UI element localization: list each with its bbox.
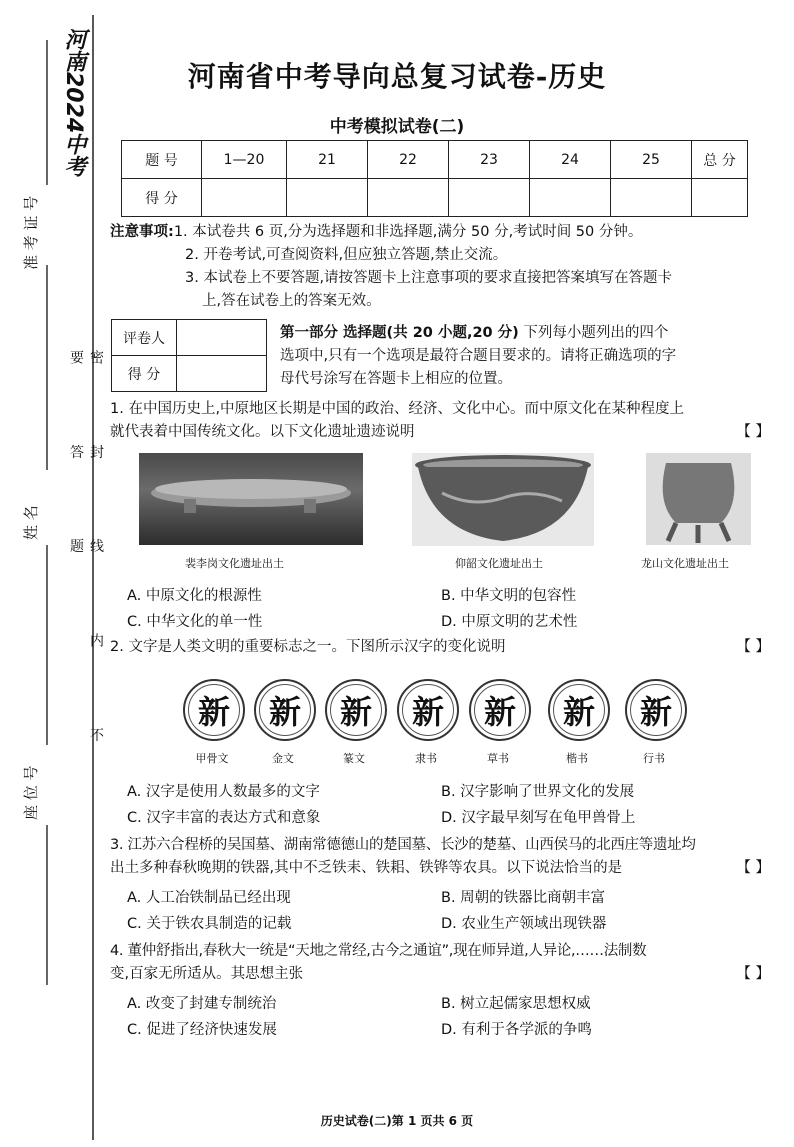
reviewer-label: 评卷人 [112, 320, 177, 356]
option-b: B. 中华文明的包容性 [441, 588, 577, 604]
script-seal-oracle [183, 679, 245, 741]
tripod-vessel-icon [646, 453, 751, 545]
script-caption: 隶书 [415, 752, 437, 765]
grader-box [111, 319, 267, 392]
option-c: C. 促进了经济快速发展 [127, 1022, 277, 1038]
score-cell: 24 [530, 141, 611, 179]
score-table-score-row [122, 179, 748, 217]
score-blank [530, 179, 611, 217]
photo-caption: 龙山文化遗址出土 [641, 557, 729, 570]
glyph: 新 [188, 684, 240, 736]
exam-number-label: 准 考 证 号 [22, 195, 40, 270]
question-4 [110, 940, 770, 986]
script-seal-bronze [254, 679, 316, 741]
score-table-header-row [122, 141, 748, 179]
seat-number-label: 座 位 号 [22, 765, 40, 820]
answer-bracket: 【 】 [736, 966, 770, 982]
grader-blank [177, 320, 267, 356]
score-blank [202, 179, 287, 217]
side-exam-tag: 河南2024中考 [61, 28, 86, 178]
note-item: 3. 本试卷上不要答题,请按答题卡上注意事项的要求直接把答案填写在答题卡 [185, 270, 673, 286]
script-seal-cursive [469, 679, 531, 741]
note-item: 上,答在试卷上的答案无效。 [202, 293, 381, 309]
script-seal-seal [325, 679, 387, 741]
yangshao-artifact-image [412, 453, 594, 546]
glyph: 新 [553, 684, 605, 736]
option-c: C. 汉字丰富的表达方式和意象 [127, 810, 321, 826]
question-text: 变,百家无所适从。其思想主张 [110, 966, 304, 982]
question-text: 就代表着中国传统文化。以下文化遗址遗迹说明 [110, 424, 415, 440]
script-caption: 金文 [272, 752, 294, 765]
score-cell: 22 [368, 141, 449, 179]
score-cell: 总 分 [692, 141, 748, 179]
score-cell: 1—20 [202, 141, 287, 179]
option-a: A. 中原文化的根源性 [127, 588, 262, 604]
option-d: D. 农业生产领域出现铁器 [441, 916, 607, 932]
question-2 [110, 636, 770, 659]
score-blank [287, 179, 368, 217]
option-c: C. 关于铁农具制造的记载 [127, 916, 292, 932]
pottery-basin-icon [412, 453, 594, 546]
notes-label: 注意事项: [110, 224, 174, 240]
peiligang-artifact-image [139, 453, 363, 545]
exam-notes [110, 221, 770, 313]
script-seal-regular [548, 679, 610, 741]
part1-heading: 第一部分 选择题(共 20 小题,20 分) [280, 325, 519, 341]
script-caption: 楷书 [566, 752, 588, 765]
script-seal-running [625, 679, 687, 741]
question-text-line [110, 636, 770, 659]
question-text: 4. 董仲舒指出,春秋大一统是“天地之常经,古今之通谊”,现在师异道,人异论,……法制数 [110, 943, 647, 959]
grinding-stone-icon [139, 453, 363, 545]
part1-instruction: 母代号涂写在答题卡上相应的位置。 [280, 371, 512, 387]
score-blank [368, 179, 449, 217]
score-table [121, 140, 748, 217]
option-d: D. 汉字最早刻写在龟甲兽骨上 [441, 810, 636, 826]
option-b: B. 汉字影响了世界文化的发展 [441, 784, 635, 800]
question-text-line [110, 857, 770, 880]
question-text: 1. 在中国历史上,中原地区长期是中国的政治、经济、文化中心。而中原文化在某种程度上 [110, 401, 685, 417]
question-1 [110, 398, 770, 444]
score-blank [692, 179, 748, 217]
glyph: 新 [402, 684, 454, 736]
question-text-line [110, 963, 770, 986]
exam-subtitle: 中考模拟试卷(二) [329, 117, 465, 137]
question-3 [110, 834, 770, 880]
part1-instruction: 下列每小题列出的四个 [518, 325, 669, 341]
score-blank [449, 179, 530, 217]
note-item: 1. 本试卷共 6 页,分为选择题和非选择题,满分 50 分,考试时间 50 分钟。 [173, 224, 643, 240]
score-cell: 25 [611, 141, 692, 179]
grader-score-label: 得 分 [112, 356, 177, 392]
page-footer: 历史试卷(二)第 1 页共 6 页 [320, 1114, 474, 1128]
option-a: A. 人工冶铁制品已经出现 [127, 890, 291, 906]
answer-bracket: 【 】 [736, 639, 770, 655]
part1-instruction: 选项中,只有一个选项是最符合题目要求的。请将正确选项的字 [280, 348, 677, 364]
longshan-artifact-image [646, 453, 751, 545]
option-a: A. 改变了封建专制统治 [127, 996, 277, 1012]
part1-intro [280, 322, 760, 391]
seal-line-warning: 密 封 线 内 不 要 答 题 [68, 350, 104, 780]
note-item: 2. 开卷考试,可查阅资料,但应独立答题,禁止交流。 [185, 247, 508, 263]
score-cell: 21 [287, 141, 368, 179]
photo-caption: 仰韶文化遗址出土 [455, 557, 543, 570]
option-b: B. 周朝的铁器比商朝丰富 [441, 890, 606, 906]
name-label: 姓 名 [22, 505, 40, 540]
option-c: C. 中华文化的单一性 [127, 614, 263, 630]
script-caption: 甲骨文 [195, 752, 229, 765]
option-d: D. 中原文明的艺术性 [441, 614, 578, 630]
glyph: 新 [259, 684, 311, 736]
option-b: B. 树立起儒家思想权威 [441, 996, 591, 1012]
question-text: 3. 江苏六合程桥的吴国墓、湖南常德德山的楚国墓、长沙的楚墓、山西侯马的北西庄等遗址均 [110, 837, 696, 853]
glyph: 新 [330, 684, 382, 736]
script-caption: 草书 [487, 752, 509, 765]
answer-bracket: 【 】 [736, 860, 770, 876]
option-a: A. 汉字是使用人数最多的文字 [127, 784, 320, 800]
glyph: 新 [630, 684, 682, 736]
question-text: 出土多种春秋晚期的铁器,其中不乏铁耒、铁耜、铁铧等农具。以下说法恰当的是 [110, 860, 623, 876]
score-cell: 题 号 [122, 141, 202, 179]
question-text: 2. 文字是人类文明的重要标志之一。下图所示汉字的变化说明 [110, 639, 506, 655]
grader-blank [177, 356, 267, 392]
script-caption: 篆文 [343, 752, 365, 765]
script-caption: 行书 [643, 752, 665, 765]
exam-title: 河南省中考导向总复习试卷-历史 [187, 60, 607, 93]
option-d: D. 有利于各学派的争鸣 [441, 1022, 592, 1038]
answer-bracket: 【 】 [736, 424, 770, 440]
script-seal-clerical [397, 679, 459, 741]
score-blank [611, 179, 692, 217]
glyph: 新 [474, 684, 526, 736]
score-cell: 23 [449, 141, 530, 179]
photo-caption: 裴李岗文化遗址出土 [185, 557, 284, 570]
question-text-line [110, 421, 770, 444]
score-cell: 得 分 [122, 179, 202, 217]
